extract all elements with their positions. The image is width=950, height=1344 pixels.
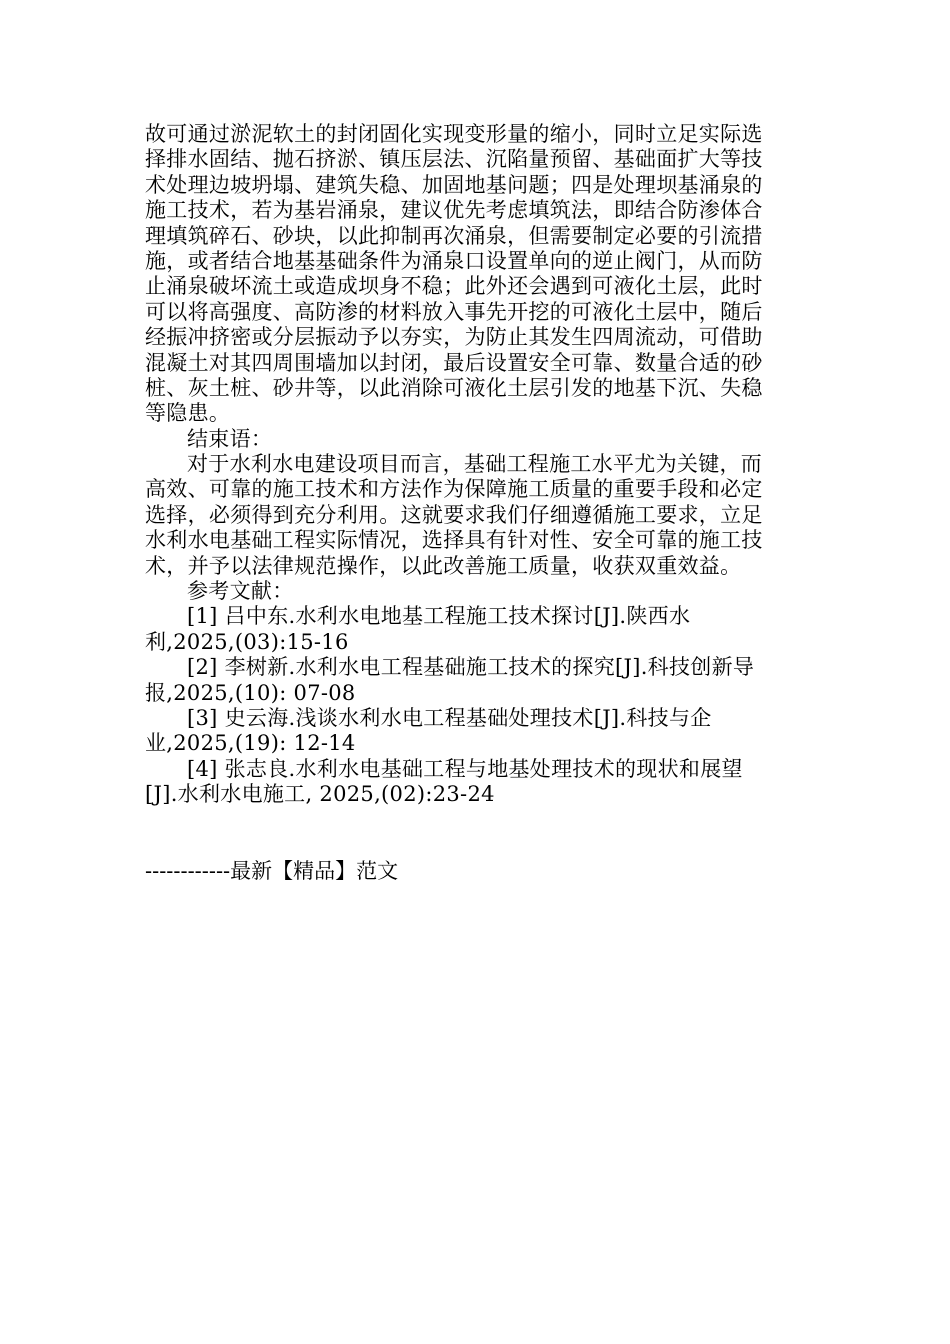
- body-line: 等隐患。: [145, 401, 231, 426]
- reference-line: [1] 吕中东.水利水电地基工程施工技术探讨[J].陕西水: [187, 604, 691, 629]
- conclusion-heading: 结束语：: [187, 426, 273, 451]
- reference-line: 业,2025,(19): 12-14: [145, 731, 356, 756]
- reference-line: [3] 史云海.浅谈水利水电工程基础处理技术[J].科技与企: [187, 705, 712, 730]
- body-line: 桩、灰土桩、砂井等，以此消除可液化土层引发的地基下沉、失稳: [145, 375, 763, 400]
- reference-line: 报,2025,(10): 07-08: [145, 680, 356, 705]
- body-line: 故可通过淤泥软土的封闭固化实现变形量的缩小，同时立足实际选: [145, 122, 763, 146]
- body-line: 止涌泉破坏流土或造成坝身不稳；此外还会遇到可液化土层，此时: [145, 274, 763, 299]
- conclusion-paragraph: [145, 452, 805, 579]
- body-line: 理填筑碎石、砂块，以此抑制再次涌泉，但需要制定必要的引流措: [145, 223, 763, 248]
- reference-line: [J].水利水电施工, 2025,(02):23-24: [145, 782, 495, 807]
- conclusion-line: 水利水电基础工程实际情况，选择具有针对性、安全可靠的施工技: [145, 528, 763, 553]
- reference-line: [2] 李树新.水利水电工程基础施工技术的探究[J].科技创新导: [187, 655, 755, 680]
- reference-item: [145, 706, 805, 757]
- reference-list: [145, 604, 805, 807]
- references-heading: 参考文献：: [187, 579, 294, 604]
- reference-line: 利,2025,(03):15-16: [145, 629, 349, 654]
- footer-text: ------------最新【精品】范文: [145, 858, 399, 883]
- reference-item: [145, 655, 805, 706]
- reference-line: [4] 张志良.水利水电基础工程与地基处理技术的现状和展望: [187, 756, 743, 781]
- body-line: 混凝土对其四周围墙加以封闭，最后设置安全可靠、数量合适的砂: [145, 350, 763, 375]
- body-line: 施工技术，若为基岩涌泉，建议优先考虑填筑法，即结合防渗体合: [145, 198, 763, 223]
- body-line: 择排水固结、抛石挤淤、镇压层法、沉陷量预留、基础面扩大等技: [145, 147, 763, 172]
- document-page: [145, 122, 805, 884]
- body-line: 经振冲挤密或分层振动予以夯实，为防止其发生四周流动，可借助: [145, 325, 763, 350]
- conclusion-line: 对于水利水电建设项目而言，基础工程施工水平尤为关键，而: [187, 452, 763, 477]
- spacer: [145, 808, 805, 858]
- conclusion-line: 术，并予以法律规范操作，以此改善施工质量，收获双重效益。: [145, 553, 742, 578]
- reference-item: [145, 604, 805, 655]
- body-line: 施，或者结合地基基础条件为涌泉口设置单向的逆止阀门，从而防: [145, 248, 763, 273]
- conclusion-line: 选择，必须得到充分利用。这就要求我们仔细遵循施工要求，立足: [145, 502, 763, 527]
- body-line: 可以将高强度、高防渗的材料放入事先开挖的可液化土层中，随后: [145, 299, 763, 324]
- body-paragraph: [145, 122, 805, 427]
- body-line: 术处理边坡坍塌、建筑失稳、加固地基问题；四是处理坝基涌泉的: [145, 172, 763, 197]
- reference-item: [145, 757, 805, 808]
- conclusion-line: 高效、可靠的施工技术和方法作为保障施工质量的重要手段和必定: [145, 477, 763, 502]
